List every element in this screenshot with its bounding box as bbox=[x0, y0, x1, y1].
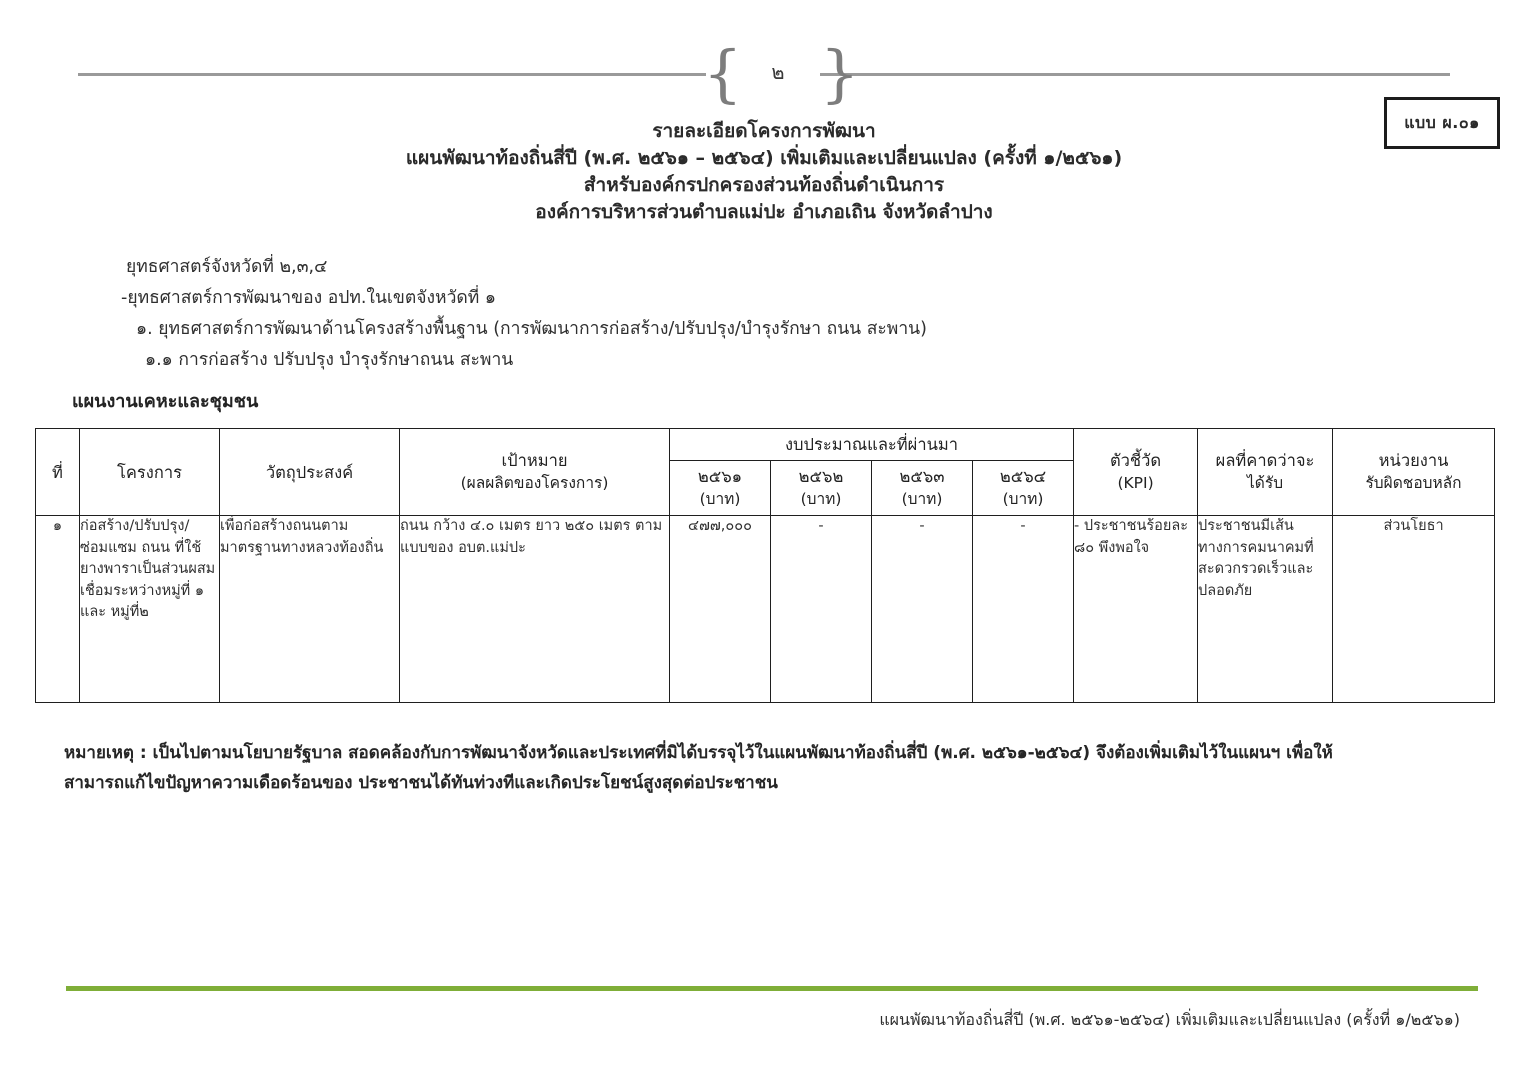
table-row bbox=[36, 516, 1495, 703]
document-title-block bbox=[0, 118, 1528, 226]
cell-budget-2561: ๔๗๗,๐๐๐ bbox=[670, 516, 771, 703]
cell-project: ก่อสร้าง/ปรับปรุง/ซ่อมแซม ถนน ที่ใช้ยางพาราเป็นส่วนผสมเชื่อมระหว่างหมู่ที่ ๑ และ หมู่ที่๒ bbox=[80, 516, 220, 703]
page-number: ๒ bbox=[771, 60, 785, 84]
strategy-item-1: ๑. ยุทธศาสตร์การพัฒนาด้านโครงสร้างพื้นฐาน (การพัฒนาการก่อสร้าง/ปรับปรุง/บำรุงรักษา ถนน สะพาน) bbox=[136, 319, 927, 339]
header-org-main: หน่วยงาน bbox=[1378, 451, 1449, 470]
brace-open-icon: { bbox=[703, 37, 743, 110]
header-year-2562 bbox=[771, 461, 872, 516]
header-org-sub: รับผิดชอบหลัก bbox=[1365, 474, 1462, 492]
plan-heading: แผนงานเคหะและชุมชน bbox=[72, 391, 259, 412]
header-year-2563-label: ๒๕๖๓ bbox=[899, 467, 945, 486]
footer-text: แผนพัฒนาท้องถิ่นสี่ปี (พ.ศ. ๒๕๖๑-๒๕๖๔) เพิ่มเติมและเปลี่ยนแปลง (ครั้งที่ ๑/๒๕๖๑) bbox=[879, 1010, 1460, 1029]
header-result-sub: ได้รับ bbox=[1247, 474, 1284, 492]
title-line-2: แผนพัฒนาท้องถิ่นสี่ปี (พ.ศ. ๒๕๖๑ – ๒๕๖๔) เพิ่มเติมและเปลี่ยนแปลง (ครั้งที่ ๑/๒๕๖๑) bbox=[405, 147, 1123, 169]
strategy-province: ยุทธศาสตร์จังหวัดที่ ๒,๓,๔ bbox=[126, 257, 328, 277]
footer-rule bbox=[66, 986, 1478, 991]
remark-line-1: หมายเหตุ : เป็นไปตามนโยบายรัฐบาล สอดคล้องกับการพัฒนาจังหวัดและประเทศที่มิได้บรรจุไว้ในแผนพัฒนาท้องถิ่นสี่ปี (พ.ศ. ๒๕๖๑-๒๕๖๔) จึงต้องเพิ่มเติมไว้ในแผนฯ เพื่อให้ bbox=[64, 743, 1333, 763]
header-year-2561-label: ๒๕๖๑ bbox=[697, 467, 743, 486]
header-rule-right bbox=[820, 73, 1450, 76]
cell-objective: เพื่อก่อสร้างถนนตามมาตรฐานทางหลวงท้องถิ่น bbox=[220, 516, 400, 703]
cell-budget-2563: - bbox=[872, 516, 973, 703]
header-year-2562-label: ๒๕๖๒ bbox=[798, 467, 844, 486]
header-goal-sub: (ผลผลิตของโครงการ) bbox=[460, 474, 609, 492]
header-rule-left bbox=[78, 73, 706, 76]
page-header bbox=[78, 37, 1450, 110]
brace-close-icon: } bbox=[820, 37, 860, 110]
header-goal-main: เป้าหมาย bbox=[501, 451, 568, 470]
header-kpi-main: ตัวชี้วัด bbox=[1109, 451, 1162, 470]
strategy-local-group: -ยุทธศาสตร์การพัฒนาของ อปท.ในเขตจังหวัดที่ ๑ bbox=[121, 288, 496, 308]
cell-kpi: - ประชาชนร้อยละ ๘๐ พึงพอใจ bbox=[1074, 516, 1198, 703]
header-year-2564-label: ๒๕๖๔ bbox=[999, 467, 1047, 486]
header-year-2562-unit: (บาท) bbox=[800, 490, 842, 508]
title-line-3: สำหรับองค์กรปกครองส่วนท้องถิ่นดำเนินการ bbox=[583, 174, 945, 196]
header-year-2561-unit: (บาท) bbox=[699, 490, 741, 508]
header-year-2561 bbox=[670, 461, 771, 516]
header-year-2564 bbox=[973, 461, 1074, 516]
table-header-row-1 bbox=[36, 429, 1495, 461]
header-year-2563-unit: (บาท) bbox=[901, 490, 943, 508]
header-no: ที่ bbox=[36, 429, 80, 516]
header-budget-group: งบประมาณและที่ผ่านมา bbox=[670, 429, 1074, 461]
cell-no: ๑ bbox=[36, 516, 80, 703]
header-kpi-sub: (KPI) bbox=[1117, 474, 1154, 492]
header-project: โครงการ bbox=[80, 429, 220, 516]
header-year-2564-unit: (บาท) bbox=[1002, 490, 1044, 508]
cell-goal: ถนน กว้าง ๔.๐ เมตร ยาว ๒๕๐ เมตร ตามแบบของ อบต.แม่ปะ bbox=[400, 516, 670, 703]
development-projects-table bbox=[35, 428, 1495, 703]
header-org bbox=[1333, 429, 1495, 516]
cell-budget-2564: - bbox=[973, 516, 1074, 703]
cell-org: ส่วนโยธา bbox=[1333, 516, 1495, 703]
cell-budget-2562: - bbox=[771, 516, 872, 703]
cell-result: ประชาชนมีเส้นทางการคมนาคมที่สะดวกรวดเร็วและปลอดภัย bbox=[1198, 516, 1333, 703]
title-line-1: รายละเอียดโครงการพัฒนา bbox=[652, 120, 876, 142]
strategy-item-1-1: ๑.๑ การก่อสร้าง ปรับปรุง บำรุงรักษาถนน สะพาน bbox=[145, 350, 514, 370]
remark-line-2: สามารถแก้ไขปัญหาความเดือดร้อนของ ประชาชนได้ทันท่วงทีและเกิดประโยชน์สูงสุดต่อประชาชน bbox=[64, 773, 778, 793]
remark-block bbox=[64, 738, 1484, 798]
title-line-4: องค์การบริหารส่วนตำบลแม่ปะ อำเภอเถิน จังหวัดลำปาง bbox=[535, 201, 993, 223]
form-code-label: แบบ ผ.๐๑ bbox=[1404, 112, 1480, 132]
header-year-2563 bbox=[872, 461, 973, 516]
header-result-main: ผลที่คาดว่าจะ bbox=[1215, 451, 1315, 470]
header-kpi bbox=[1074, 429, 1198, 516]
header-objective: วัตถุประสงค์ bbox=[220, 429, 400, 516]
header-goal bbox=[400, 429, 670, 516]
strategy-block bbox=[0, 252, 1528, 376]
header-result bbox=[1198, 429, 1333, 516]
